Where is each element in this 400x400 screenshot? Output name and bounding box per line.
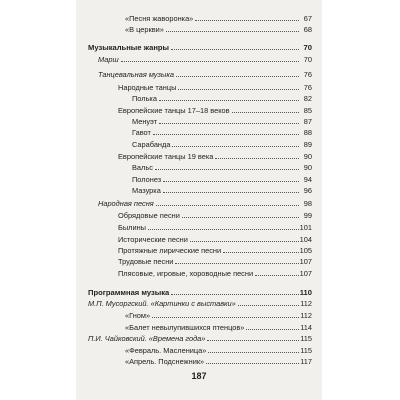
dot-leader [178,89,299,90]
dot-leader [171,49,299,50]
toc-entry [132,138,312,149]
toc-entry [132,173,312,184]
toc-entry-page: 107 [299,269,312,278]
toc-entry-title: «В церкви» [125,25,164,34]
toc-entry-page: 87 [303,117,312,126]
toc-entry-title: «Балет невылупившихся птенцов» [125,323,245,332]
dot-leader [172,146,299,147]
toc-entry-page: 68 [303,25,312,34]
dot-leader [121,61,299,62]
toc-entry-page: 114 [300,323,312,332]
toc-entry-page: 70 [303,55,312,64]
toc-entry-page: 76 [303,83,312,92]
toc-entry-title: Европейские танцы 19 века [118,152,214,161]
toc-entry-title: «Песня жаворонка» [125,14,194,23]
toc-entry [132,92,312,103]
toc-entry-page: 85 [303,106,312,115]
toc-entry-title: М.П. Мусоргский. «Картинки с выставки» [88,299,236,308]
toc-entry-page: 67 [303,14,312,23]
toc-entry [125,23,312,34]
dot-leader [163,181,299,182]
toc-entry [118,221,312,232]
toc-entry [132,126,312,137]
toc-entry [125,309,312,320]
toc-entry-page: 96 [303,186,312,195]
toc-entry [125,344,312,355]
dot-leader [238,305,299,306]
toc-entry-title: Сарабанда [132,140,171,149]
dot-leader [206,363,299,364]
toc-entry [132,115,312,126]
toc-entry-page: 89 [303,140,312,149]
toc-entry-title: Менуэт [132,117,158,126]
toc-entry [118,104,312,115]
toc-entry [118,267,312,278]
toc-entry-title: Обрядовые песни [118,211,180,220]
toc-entry-page: 117 [300,357,312,366]
toc-entry-title: Народные танцы [118,83,177,92]
toc-entry [118,209,312,220]
page-number: 187 [191,371,207,381]
toc-entry-title: П.И. Чайковский. «Времена года» [88,334,206,343]
toc-entry-page: 90 [303,163,312,172]
dot-leader [159,123,299,124]
toc-entry-title: Музыкальные жанры [88,43,170,52]
toc-entry-title: Марш [98,55,119,64]
dot-leader [176,76,299,77]
dot-leader [215,158,299,159]
toc-entry-title: Протяжные лирические песни [118,246,222,255]
dot-leader [232,112,299,113]
dot-leader [159,100,299,101]
toc-entry-page: 99 [303,211,312,220]
toc-entry-title: Вальс [132,163,153,172]
toc-subsection [88,332,312,343]
toc-subsection [98,68,312,79]
dot-leader [208,352,299,353]
toc-entry-title: Былины [118,223,146,232]
dot-leader [148,229,299,230]
dot-leader [156,205,299,206]
toc-section-heading [88,41,312,52]
toc-entry [132,184,312,195]
toc-entry-page: 112 [300,299,312,308]
toc-entry [132,161,312,172]
toc-entry-page: 94 [303,175,312,184]
dot-leader [171,294,298,295]
dot-leader [182,217,299,218]
toc-entry-title: Плясовые, игровые, хороводные песни [118,269,254,278]
dot-leader [246,329,299,330]
toc-entry [118,255,312,266]
toc-entry-title: Мазурка [132,186,161,195]
toc-entry [118,150,312,161]
dot-leader [223,252,299,253]
toc-subsection [98,53,312,64]
toc-entry [125,12,312,23]
toc-entry-page: 107 [299,257,312,266]
toc-entry-page: 88 [303,128,312,137]
book-page [76,0,322,400]
dot-leader [175,263,298,264]
toc-entry-title: «Апрель. Подснежник» [125,357,205,366]
toc-entry [125,355,312,366]
toc-entry-title: Программная музыка [88,288,170,297]
toc-entry-title: Народная песня [98,199,154,208]
dot-leader [207,340,299,341]
toc-entry-title: Исторические песни [118,235,188,244]
toc-entry-page: 115 [300,346,312,355]
toc-entry-page: 101 [299,223,312,232]
toc-entry-title: Трудовые песни [118,257,174,266]
toc-entry-page: 90 [303,152,312,161]
toc-entry-title: «Гном» [125,311,151,320]
toc-entry [125,321,312,332]
toc-entry [118,81,312,92]
toc-subsection [88,297,312,308]
dot-leader [155,169,299,170]
toc-entry-page: 82 [303,94,312,103]
toc-entry-title: Танцевальная музыка [98,70,174,79]
toc-entry-title: Полонез [132,175,162,184]
dot-leader [190,241,299,242]
toc-entry [118,244,312,255]
toc-entry-page: 115 [300,334,312,343]
toc-entry-page: 76 [303,70,312,79]
toc-section-heading [88,286,312,297]
toc-entry-title: Гавот [132,128,151,137]
dot-leader [152,317,299,318]
dot-leader [166,31,299,32]
toc-entry-title: Полька [132,94,157,103]
dot-leader [163,192,299,193]
toc-entry-page: 110 [299,288,312,297]
toc-entry-title: Европейские танцы 17–18 веков [118,106,230,115]
toc-entry [118,233,312,244]
toc-entry-page: 104 [299,235,312,244]
dot-leader [153,134,299,135]
toc-entry-title: «Февраль. Масленица» [125,346,207,355]
dot-leader [195,20,299,21]
toc-entry-page: 105 [299,246,312,255]
dot-leader [255,275,299,276]
toc-entry-page: 98 [303,199,312,208]
toc-entry-page: 112 [300,311,312,320]
toc-subsection [98,197,312,208]
toc-entry-page: 70 [303,43,312,52]
